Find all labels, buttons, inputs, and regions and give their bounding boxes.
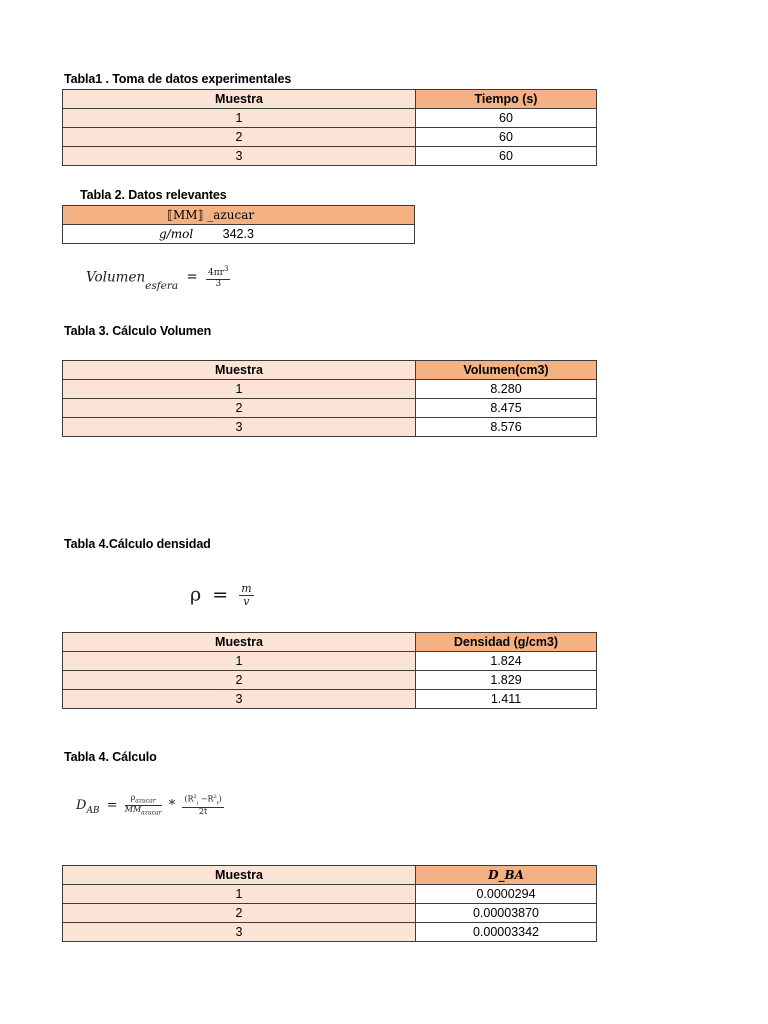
table-cell: 0.0000294: [416, 885, 597, 904]
table-cell: 0.00003870: [416, 904, 597, 923]
formula-volumen-num: 4πr: [208, 268, 224, 278]
table-row: [63, 904, 597, 923]
formula-volumen: Volumen$_{esfera}$ = $\frac{4\pi r^3}{3}$: [86, 265, 229, 293]
tabla1-header-tiempo: Tiempo (s): [416, 90, 597, 109]
formula-difusion-rclose: ): [218, 794, 222, 804]
tabla2-caption: Tabla 2. Datos relevantes: [80, 188, 227, 202]
formula-difusion-lhs-sub: AB: [86, 805, 100, 816]
table-row: [63, 147, 597, 166]
table-cell: 2: [63, 671, 416, 690]
tabla5: [62, 865, 597, 942]
table-cell: 3: [63, 923, 416, 942]
table-row: [63, 399, 597, 418]
table-cell: 8.280: [416, 380, 597, 399]
table-cell: 2: [63, 128, 416, 147]
table-row: [63, 418, 597, 437]
tabla2-header: ⟦MM⟧ _azucar: [63, 206, 415, 225]
tabla1: [62, 89, 597, 166]
formula-densidad-fraction: [239, 583, 253, 608]
formula-difusion-rho: ρ: [130, 793, 136, 802]
tabla5-header-muestra: Muestra: [63, 866, 416, 885]
formula-volumen-lhs: Volumen: [86, 269, 146, 286]
formula-difusion-fraction-1: [125, 794, 162, 817]
formula-difusion-r1: (R: [184, 794, 194, 804]
tabla1-header-muestra: Muestra: [63, 90, 416, 109]
tabla2-unit: g/mol: [159, 227, 194, 241]
formula-difusion-r2: −R: [198, 794, 214, 804]
formula-difusion-sq2: 2: [213, 793, 217, 800]
table-row: [63, 128, 597, 147]
table-row: [63, 109, 597, 128]
table-cell: 1.411: [416, 690, 597, 709]
formula-difusion-rf: f: [216, 800, 219, 807]
formula-densidad-lhs: ρ: [190, 583, 202, 606]
tabla2-value: 342.3: [222, 227, 254, 241]
tabla2-row: [63, 225, 415, 244]
table-cell: 1: [63, 109, 416, 128]
tabla5-header-dba: D_BA: [416, 866, 597, 885]
formula-volumen-fraction: [206, 266, 230, 290]
formula-difusion-fraction-2: [182, 795, 223, 817]
table-cell: 8.475: [416, 399, 597, 418]
formula-difusion-mm-sub: azucar: [141, 809, 162, 817]
formula-densidad-den: v: [243, 595, 250, 609]
formula-difusion: $D_{AB}$ = $\frac{\rho_{azucar}}{MM_{azucar}}$ * $\frac{(R^2_i -R^2_f)}{2t}$: [76, 793, 222, 817]
table-cell: 1.824: [416, 652, 597, 671]
table-row: [63, 690, 597, 709]
table-row: [63, 380, 597, 399]
formula-difusion-rho-sub: azucar: [135, 797, 156, 805]
formula-volumen-den: 3: [215, 278, 222, 289]
table-row: [63, 923, 597, 942]
table-row: [63, 885, 597, 904]
table-cell: 60: [416, 147, 597, 166]
table-cell: 3: [63, 147, 416, 166]
tabla3-caption: Tabla 3. Cálculo Volumen: [64, 324, 212, 338]
tabla1-caption: Tabla1 . Toma de datos experimentales: [64, 72, 292, 86]
table-cell: 1.829: [416, 671, 597, 690]
tabla4-header-muestra: Muestra: [63, 633, 416, 652]
table-row: [63, 652, 597, 671]
table-cell: 3: [63, 690, 416, 709]
formula-densidad: ρ = $\frac{m}{v}$: [190, 582, 252, 609]
formula-difusion-lhs: D: [76, 798, 87, 814]
tabla4-caption: Tabla 4.Cálculo densidad: [64, 537, 211, 551]
formula-volumen-sub: esfera: [145, 280, 179, 293]
table-cell: 60: [416, 109, 597, 128]
table-cell: 1: [63, 380, 416, 399]
formula-difusion-sq1: 2: [193, 793, 197, 800]
tabla3-header-muestra: Muestra: [63, 361, 416, 380]
table-cell: 1: [63, 652, 416, 671]
tabla2: [62, 205, 415, 244]
formula-difusion-mm: MM: [124, 805, 142, 815]
table-cell: 8.576: [416, 418, 597, 437]
formula-densidad-num: m: [241, 582, 252, 595]
formula-volumen-sup: 3: [223, 265, 229, 273]
tabla3: [62, 360, 597, 437]
tabla4: [62, 632, 597, 709]
table-cell: 2: [63, 399, 416, 418]
table-cell: 0.00003342: [416, 923, 597, 942]
table-row: [63, 671, 597, 690]
tabla5-caption: Tabla 4. Cálculo: [64, 750, 157, 764]
tabla4-header-densidad: Densidad (g/cm3): [416, 633, 597, 652]
table-cell: 2: [63, 904, 416, 923]
table-cell: 1: [63, 885, 416, 904]
formula-difusion-den: 2t: [198, 806, 208, 816]
table-cell: 60: [416, 128, 597, 147]
formula-difusion-ri: i: [196, 800, 199, 807]
table-cell: 3: [63, 418, 416, 437]
tabla3-header-volumen: Volumen(cm3): [416, 361, 597, 380]
